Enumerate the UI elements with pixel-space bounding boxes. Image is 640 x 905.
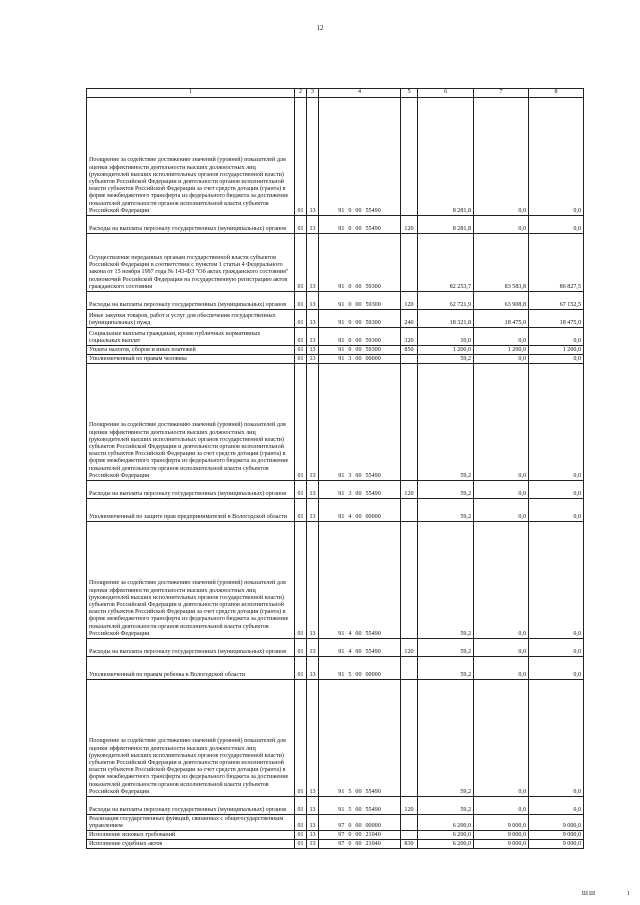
- amount-col-8: 9 000,0: [529, 840, 584, 849]
- amount-col-8: 0,0: [529, 481, 584, 499]
- code-part: 4: [348, 648, 352, 655]
- table-row: [87, 522, 584, 639]
- code-part: 97: [338, 840, 345, 847]
- subsection-code: 13: [307, 364, 319, 481]
- subsection-code: 13: [307, 797, 319, 815]
- code-part: 0: [348, 822, 352, 829]
- code-part: 00: [355, 472, 362, 479]
- row-name: Поощрение за содействие достижению значений (уровней) показателей для оценки эффективности деятельности высших должностных лиц (руководителей высших исполнительных органов государственной власти) субъектов Российской Федерации и деятельности органов исполнительной власти субъектов Российской Федерации за счет средств дотации (гранта) в форме межбюджетного трансферта из федерального бюджета за достижение показателей деятельности органов исполнительной власти субъектов Российской Федерации: [87, 98, 295, 216]
- table-row: [87, 234, 584, 292]
- amount-col-8: 1 200,0: [529, 346, 584, 355]
- code-part: 0: [348, 207, 352, 214]
- amount-col-6: 1 200,0: [418, 346, 474, 355]
- target-article-code: [319, 840, 401, 849]
- code-part: 00: [355, 346, 362, 353]
- amount-col-7: 0,0: [474, 522, 529, 639]
- table-body: [87, 89, 584, 849]
- code-part: 91: [338, 788, 345, 795]
- column-header: 6: [418, 89, 474, 98]
- code-part: 21040: [365, 831, 381, 838]
- code-part: 00: [355, 806, 362, 813]
- code-part: 91: [338, 472, 345, 479]
- target-article-code: [319, 639, 401, 657]
- row-name: Социальные выплаты гражданам, кроме публичных нормативных социальных выплат: [87, 328, 295, 346]
- section-code: 01: [295, 364, 307, 481]
- amount-col-6: 6 200,0: [418, 831, 474, 840]
- amount-col-8: 86 827,5: [529, 234, 584, 292]
- target-article-code: [319, 310, 401, 328]
- amount-col-8: 9 000,0: [529, 831, 584, 840]
- code-part: 91: [338, 513, 345, 520]
- amount-col-7: 18 475,0: [474, 310, 529, 328]
- code-part: 00: [355, 630, 362, 637]
- amount-col-6: 18 321,8: [418, 310, 474, 328]
- code-part: 00: [355, 337, 362, 344]
- target-article-code: [319, 522, 401, 639]
- target-article-code: [319, 346, 401, 355]
- amount-col-8: 9 000,0: [529, 815, 584, 831]
- amount-col-6: 6 200,0: [418, 815, 474, 831]
- column-header: 2: [295, 89, 307, 98]
- subsection-code: 13: [307, 216, 319, 234]
- amount-col-7: 0,0: [474, 499, 529, 522]
- row-name: Иные закупки товаров, работ и услуг для обеспечения государственных (муниципальных) нужд: [87, 310, 295, 328]
- code-part: 59300: [365, 337, 381, 344]
- code-part: 55490: [365, 630, 381, 637]
- row-name: Расходы на выплаты персоналу государственных (муниципальных) органов: [87, 292, 295, 310]
- code-part: 00: [355, 225, 362, 232]
- table-row: [87, 364, 584, 481]
- table-row: [87, 355, 584, 364]
- row-name: Уполномоченный по правам человека: [87, 355, 295, 364]
- expense-type-code: [401, 98, 418, 216]
- target-article-code: [319, 328, 401, 346]
- code-part: 91: [338, 225, 345, 232]
- row-name: Осуществление переданных органам государственной власти субъектов Российской Федерации в соответствии с пунктом 1 статьи 4 Федерального закона от 15 ноября 1997 года № 143-ФЗ "Об актах гражданского состояния" полномочий Российской Федерации на государственную регистрацию актов гражданского состояния: [87, 234, 295, 292]
- subsection-code: 13: [307, 831, 319, 840]
- amount-col-7: 9 000,0: [474, 815, 529, 831]
- amount-col-8: 0,0: [529, 364, 584, 481]
- section-code: 01: [295, 840, 307, 849]
- amount-col-8: 0,0: [529, 639, 584, 657]
- column-header: 8: [529, 89, 584, 98]
- subsection-code: 13: [307, 98, 319, 216]
- code-part: 55490: [365, 225, 381, 232]
- code-part: 00: [355, 283, 362, 290]
- target-article-code: [319, 797, 401, 815]
- target-article-code: [319, 216, 401, 234]
- subsection-code: 13: [307, 657, 319, 680]
- code-part: 00: [355, 301, 362, 308]
- expense-type-code: 830: [401, 840, 418, 849]
- row-name: Расходы на выплаты персоналу государственных (муниципальных) органов: [87, 639, 295, 657]
- section-code: 01: [295, 292, 307, 310]
- expense-type-code: [401, 355, 418, 364]
- section-code: 01: [295, 657, 307, 680]
- code-part: 91: [338, 337, 345, 344]
- amount-col-8: 0,0: [529, 216, 584, 234]
- code-part: 00: [355, 822, 362, 829]
- table-row: [87, 499, 584, 522]
- header-row: [87, 89, 584, 98]
- target-article-code: [319, 499, 401, 522]
- target-article-code: [319, 680, 401, 797]
- code-part: 55490: [365, 490, 381, 497]
- code-part: 3: [348, 355, 352, 362]
- code-part: 0: [348, 319, 352, 326]
- code-part: 00000: [365, 513, 381, 520]
- amount-col-7: 0,0: [474, 355, 529, 364]
- row-name: Расходы на выплаты персоналу государственных (муниципальных) органов: [87, 797, 295, 815]
- code-part: 55490: [365, 207, 381, 214]
- target-article-code: [319, 98, 401, 216]
- code-part: 0: [348, 831, 352, 838]
- code-part: 91: [338, 490, 345, 497]
- section-code: 01: [295, 499, 307, 522]
- footer-mark: ШШ: [581, 891, 596, 897]
- section-code: 01: [295, 831, 307, 840]
- code-part: 5: [348, 671, 352, 678]
- amount-col-7: 0,0: [474, 216, 529, 234]
- amount-col-6: 59,2: [418, 499, 474, 522]
- target-article-code: [319, 657, 401, 680]
- amount-col-7: 0,0: [474, 98, 529, 216]
- amount-col-6: 59,2: [418, 680, 474, 797]
- amount-col-6: 59,2: [418, 481, 474, 499]
- footer-number: 1: [627, 891, 630, 897]
- row-name: Исполнение исковых требований: [87, 831, 295, 840]
- row-name: Исполнение судебных актов: [87, 840, 295, 849]
- section-code: 01: [295, 680, 307, 797]
- expense-type-code: 120: [401, 292, 418, 310]
- amount-col-8: 67 152,5: [529, 292, 584, 310]
- row-name: Поощрение за содействие достижению значений (уровней) показателей для оценки эффективности деятельности высших должностных лиц (руководителей высших исполнительных органов государственной власти) субъектов Российской Федерации и деятельности органов исполнительной власти субъектов Российской Федерации за счет средств дотации (гранта) в форме межбюджетного трансферта из федерального бюджета за достижение показателей деятельности органов исполнительной власти субъектов Российской Федерации: [87, 680, 295, 797]
- code-part: 97: [338, 822, 345, 829]
- amount-col-7: 83 583,8: [474, 234, 529, 292]
- row-name: Уполномоченный по правам ребенка в Вологодской области: [87, 657, 295, 680]
- subsection-code: 13: [307, 234, 319, 292]
- code-part: 21040: [365, 840, 381, 847]
- section-code: 01: [295, 481, 307, 499]
- expense-type-code: 120: [401, 216, 418, 234]
- code-part: 00: [355, 490, 362, 497]
- subsection-code: 13: [307, 840, 319, 849]
- amount-col-6: 59,2: [418, 797, 474, 815]
- target-article-code: [319, 481, 401, 499]
- code-part: 0: [348, 301, 352, 308]
- row-name: Расходы на выплаты персоналу государственных (муниципальных) органов: [87, 216, 295, 234]
- code-part: 0: [348, 840, 352, 847]
- amount-col-7: 0,0: [474, 481, 529, 499]
- section-code: 01: [295, 310, 307, 328]
- code-part: 00: [355, 648, 362, 655]
- section-code: 01: [295, 522, 307, 639]
- section-code: 01: [295, 797, 307, 815]
- code-part: 00: [355, 788, 362, 795]
- subsection-code: 13: [307, 481, 319, 499]
- row-name: Поощрение за содействие достижению значений (уровней) показателей для оценки эффективности деятельности высших должностных лиц (руководителей высших исполнительных органов государственной власти) субъектов Российской Федерации и деятельности органов исполнительной власти субъектов Российской Федерации за счет средств дотации (гранта) в форме межбюджетного трансферта из федерального бюджета за достижение показателей деятельности органов исполнительной власти субъектов Российской Федерации: [87, 364, 295, 481]
- row-name: Уплата налогов, сборов и иных платежей: [87, 346, 295, 355]
- code-part: 0: [348, 283, 352, 290]
- code-part: 91: [338, 346, 345, 353]
- amount-col-6: 62 721,9: [418, 292, 474, 310]
- code-part: 00: [355, 207, 362, 214]
- expense-type-code: [401, 499, 418, 522]
- amount-col-8: 0,0: [529, 680, 584, 797]
- subsection-code: 13: [307, 346, 319, 355]
- expense-type-code: [401, 364, 418, 481]
- code-part: 55490: [365, 472, 381, 479]
- target-article-code: [319, 234, 401, 292]
- amount-col-6: 59,2: [418, 355, 474, 364]
- section-code: 01: [295, 815, 307, 831]
- code-part: 3: [348, 490, 352, 497]
- code-part: 4: [348, 513, 352, 520]
- table-row: [87, 831, 584, 840]
- code-part: 0: [348, 225, 352, 232]
- table-row: [87, 481, 584, 499]
- amount-col-7: 0,0: [474, 364, 529, 481]
- subsection-code: 13: [307, 522, 319, 639]
- code-part: 00000: [365, 671, 381, 678]
- amount-col-7: 0,0: [474, 797, 529, 815]
- expense-type-code: [401, 657, 418, 680]
- table-row: [87, 680, 584, 797]
- code-part: 91: [338, 301, 345, 308]
- code-part: 00000: [365, 355, 381, 362]
- page-number: 12: [316, 24, 324, 32]
- expense-type-code: [401, 522, 418, 639]
- amount-col-7: 0,0: [474, 328, 529, 346]
- code-part: 91: [338, 283, 345, 290]
- amount-col-8: 0,0: [529, 98, 584, 216]
- amount-col-6: 82 253,7: [418, 234, 474, 292]
- table-row: [87, 657, 584, 680]
- row-name: Поощрение за содействие достижению значений (уровней) показателей для оценки эффективности деятельности высших должностных лиц (руководителей высших исполнительных органов государственной власти) субъектов Российской Федерации и деятельности органов исполнительной власти субъектов Российской Федерации за счет средств дотации (гранта) в форме межбюджетного трансферта из федерального бюджета за достижение показателей деятельности органов исполнительной власти субъектов Российской Федерации: [87, 522, 295, 639]
- amount-col-7: 1 200,0: [474, 346, 529, 355]
- expense-type-code: 120: [401, 481, 418, 499]
- table-row: [87, 328, 584, 346]
- amount-col-7: 63 908,8: [474, 292, 529, 310]
- column-header: 3: [307, 89, 319, 98]
- code-part: 91: [338, 319, 345, 326]
- expense-type-code: [401, 234, 418, 292]
- amount-col-6: 59,2: [418, 639, 474, 657]
- code-part: 91: [338, 630, 345, 637]
- table-row: [87, 346, 584, 355]
- amount-col-6: 59,2: [418, 522, 474, 639]
- amount-col-6: 8 281,8: [418, 216, 474, 234]
- code-part: 91: [338, 806, 345, 813]
- section-code: 01: [295, 328, 307, 346]
- amount-col-6: 59,2: [418, 657, 474, 680]
- amount-col-8: 0,0: [529, 522, 584, 639]
- subsection-code: 13: [307, 310, 319, 328]
- table-row: [87, 310, 584, 328]
- expense-type-code: [401, 831, 418, 840]
- expense-type-code: [401, 680, 418, 797]
- code-part: 00: [355, 355, 362, 362]
- row-name: Реализация государственных функций, связанных с общегосударственным управлением: [87, 815, 295, 831]
- amount-col-7: 0,0: [474, 680, 529, 797]
- section-code: 01: [295, 639, 307, 657]
- section-code: 01: [295, 216, 307, 234]
- expense-type-code: 120: [401, 639, 418, 657]
- amount-col-6: 59,2: [418, 364, 474, 481]
- expense-type-code: [401, 815, 418, 831]
- code-part: 00000: [365, 822, 381, 829]
- code-part: 91: [338, 648, 345, 655]
- code-part: 55490: [365, 788, 381, 795]
- code-part: 0: [348, 346, 352, 353]
- amount-col-8: 0,0: [529, 499, 584, 522]
- amount-col-7: 9 000,0: [474, 831, 529, 840]
- table-row: [87, 815, 584, 831]
- expense-type-code: 240: [401, 310, 418, 328]
- column-header: 4: [319, 89, 401, 98]
- row-name: Расходы на выплаты персоналу государственных (муниципальных) органов: [87, 481, 295, 499]
- section-code: 01: [295, 355, 307, 364]
- subsection-code: 13: [307, 292, 319, 310]
- code-part: 59300: [365, 301, 381, 308]
- code-part: 91: [338, 355, 345, 362]
- target-article-code: [319, 292, 401, 310]
- amount-col-8: 18 475,0: [529, 310, 584, 328]
- code-part: 00: [355, 831, 362, 838]
- code-part: 59300: [365, 346, 381, 353]
- expense-type-code: 120: [401, 797, 418, 815]
- subsection-code: 13: [307, 815, 319, 831]
- section-code: 01: [295, 98, 307, 216]
- subsection-code: 13: [307, 499, 319, 522]
- code-part: 0: [348, 337, 352, 344]
- amount-col-8: 0,0: [529, 355, 584, 364]
- column-header: 7: [474, 89, 529, 98]
- table-row: [87, 292, 584, 310]
- section-code: 01: [295, 234, 307, 292]
- table-row: [87, 216, 584, 234]
- subsection-code: 13: [307, 639, 319, 657]
- code-part: 00: [355, 671, 362, 678]
- section-code: 01: [295, 346, 307, 355]
- target-article-code: [319, 815, 401, 831]
- table-row: [87, 639, 584, 657]
- column-header: 5: [401, 89, 418, 98]
- table-row: [87, 98, 584, 216]
- subsection-code: 13: [307, 355, 319, 364]
- budget-table: [86, 88, 584, 849]
- code-part: 00: [355, 513, 362, 520]
- amount-col-8: 0,0: [529, 328, 584, 346]
- amount-col-7: 0,0: [474, 639, 529, 657]
- amount-col-6: 10,0: [418, 328, 474, 346]
- code-part: 5: [348, 806, 352, 813]
- code-part: 97: [338, 831, 345, 838]
- row-name: Уполномоченный по защите прав предпринимателей в Вологодской области: [87, 499, 295, 522]
- amount-col-8: 0,0: [529, 797, 584, 815]
- code-part: 4: [348, 630, 352, 637]
- subsection-code: 13: [307, 680, 319, 797]
- amount-col-7: 9 000,0: [474, 840, 529, 849]
- table-row: [87, 797, 584, 815]
- code-part: 00: [355, 840, 362, 847]
- code-part: 59300: [365, 283, 381, 290]
- amount-col-6: 8 281,8: [418, 98, 474, 216]
- target-article-code: [319, 355, 401, 364]
- expense-type-code: 320: [401, 328, 418, 346]
- target-article-code: [319, 364, 401, 481]
- code-part: 91: [338, 207, 345, 214]
- table-row: [87, 840, 584, 849]
- target-article-code: [319, 831, 401, 840]
- column-header: 1: [87, 89, 295, 98]
- amount-col-8: 0,0: [529, 657, 584, 680]
- code-part: 59300: [365, 319, 381, 326]
- code-part: 3: [348, 472, 352, 479]
- amount-col-7: 0,0: [474, 657, 529, 680]
- expense-type-code: 850: [401, 346, 418, 355]
- amount-col-6: 6 200,0: [418, 840, 474, 849]
- code-part: 5: [348, 788, 352, 795]
- code-part: 55490: [365, 648, 381, 655]
- code-part: 91: [338, 671, 345, 678]
- subsection-code: 13: [307, 328, 319, 346]
- code-part: 00: [355, 319, 362, 326]
- code-part: 55490: [365, 806, 381, 813]
